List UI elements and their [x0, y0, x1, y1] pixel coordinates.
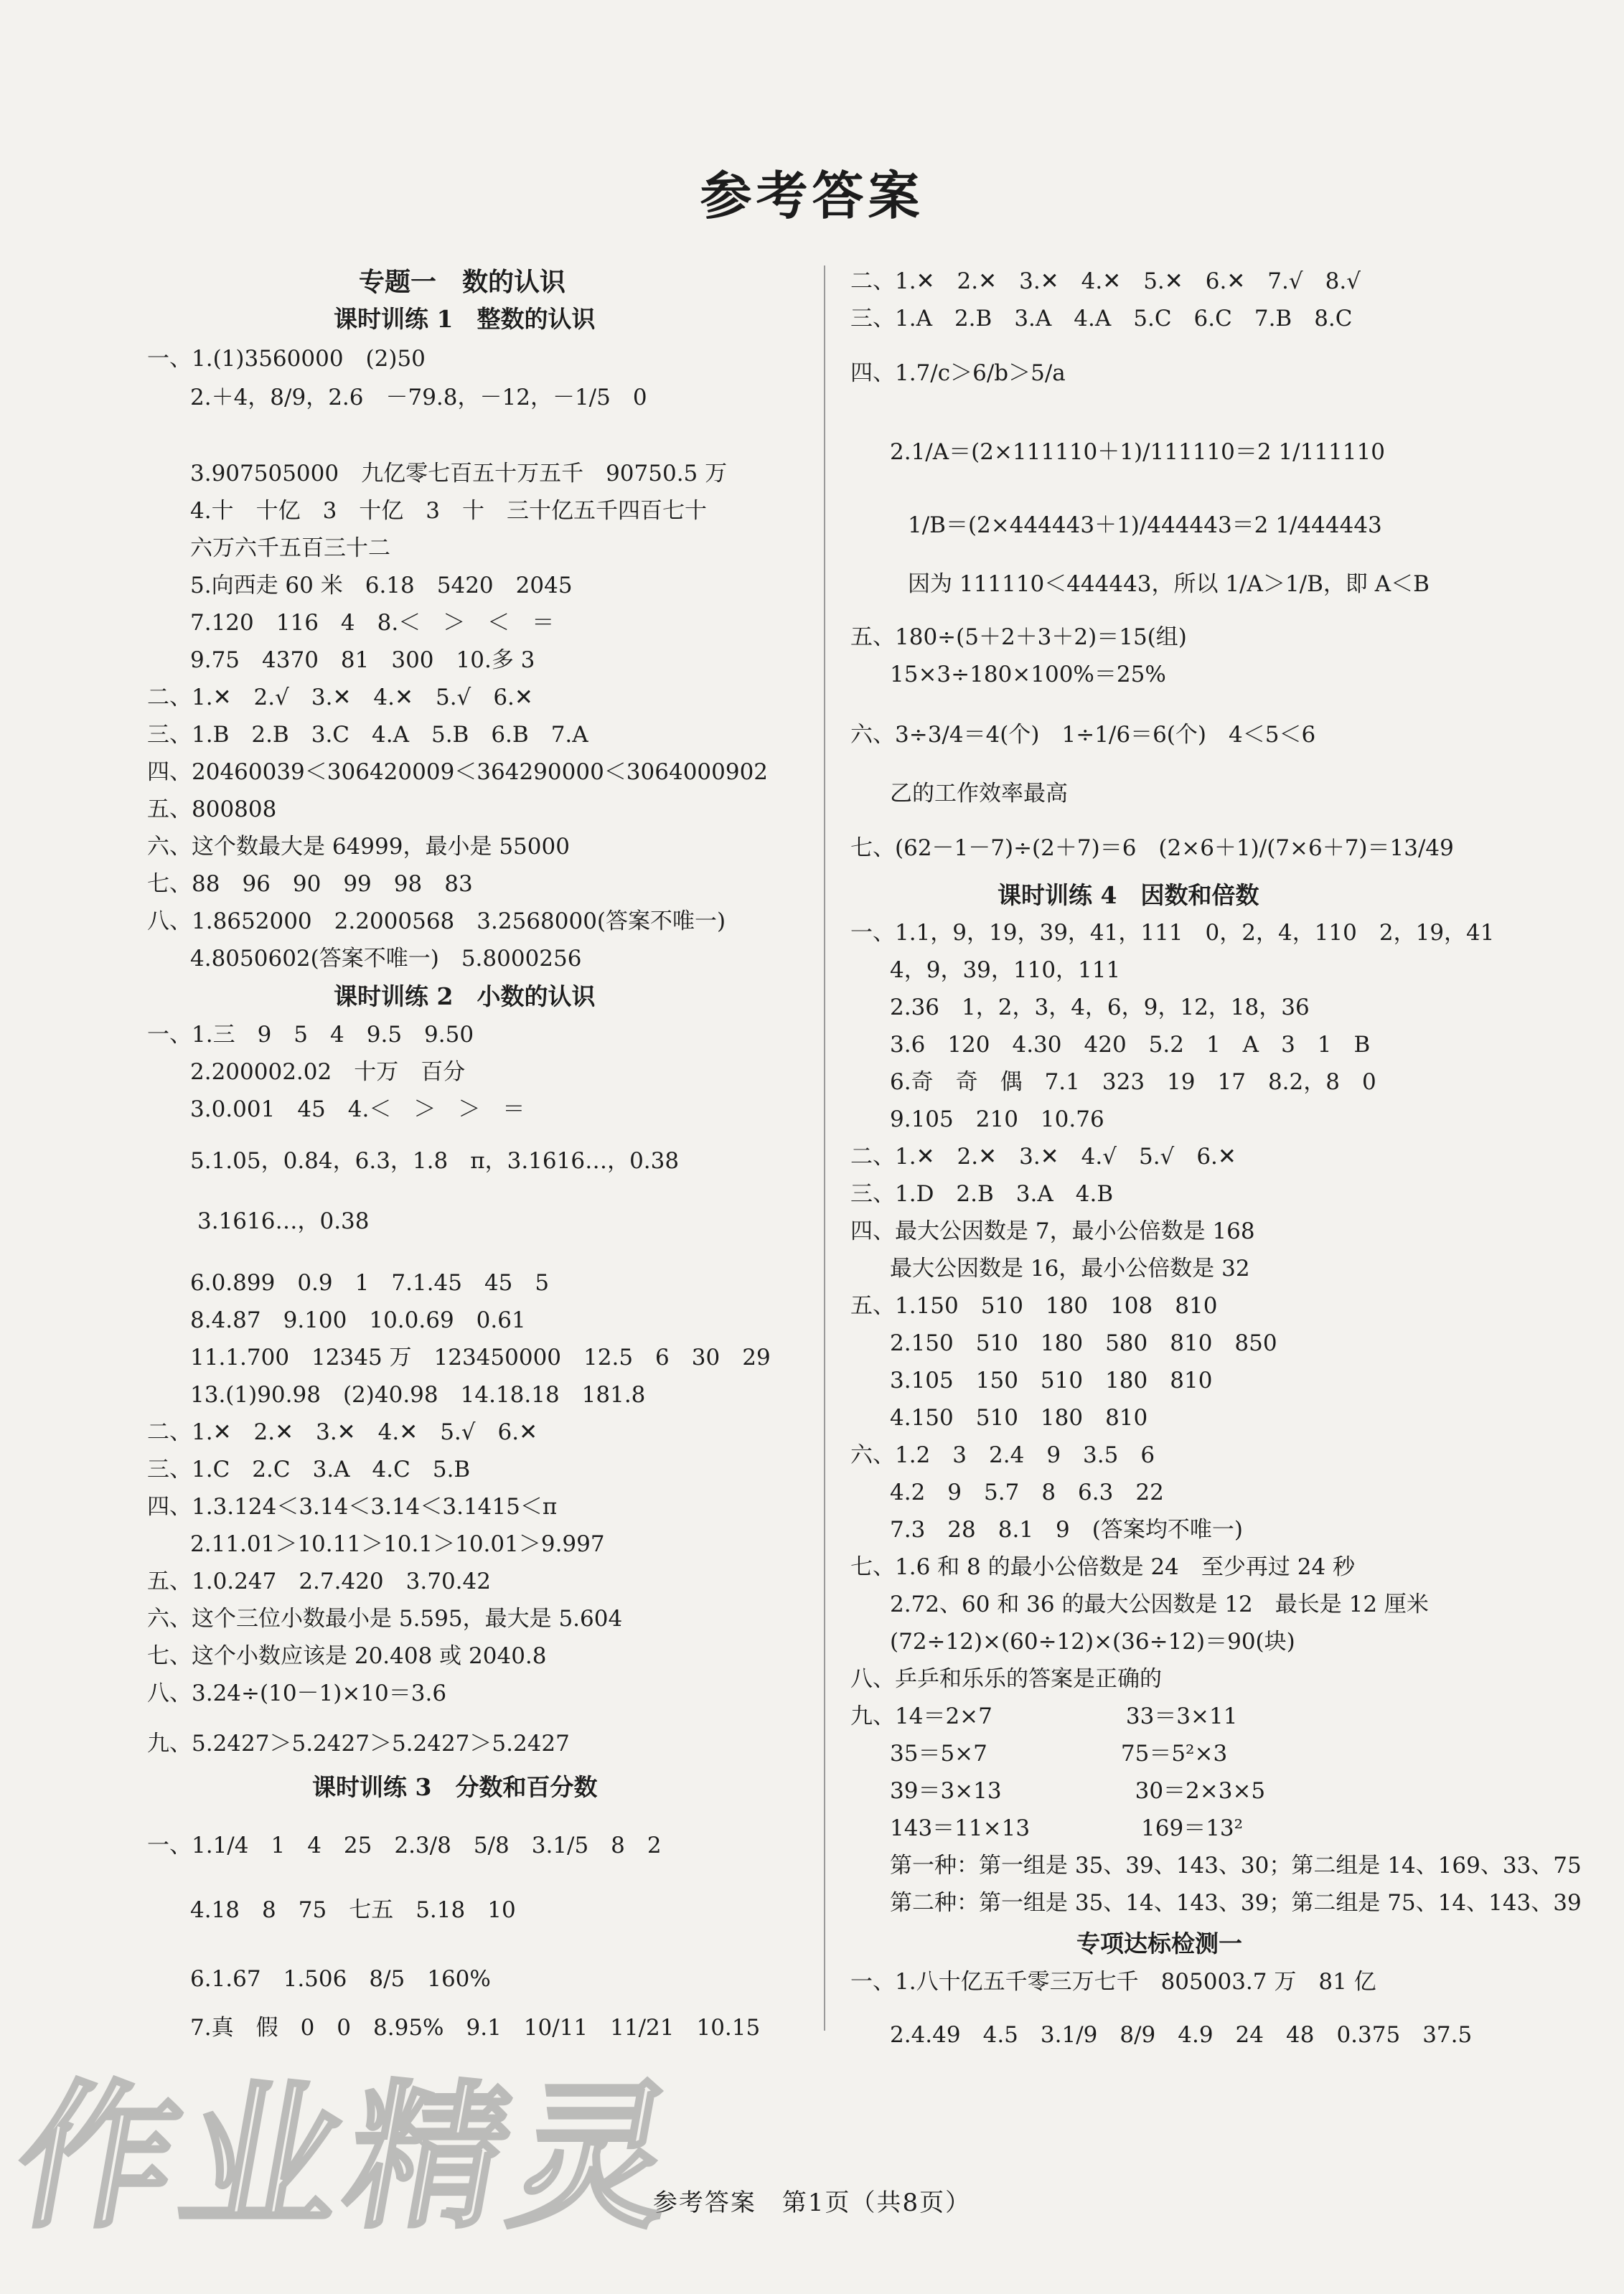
answer-line: 39＝3×13 30＝2×3×5 [890, 1778, 1266, 1804]
answer-line: 四、1.7/c＞6/b＞5/a [850, 360, 1066, 386]
answer-line: 4，9，39，110，111 [890, 957, 1121, 983]
answer-line: 二、1.✕ 2.√ 3.✕ 4.✕ 5.√ 6.✕ [147, 685, 533, 710]
answer-line: 6.1.67 1.506 8/5 160% [190, 1966, 491, 1992]
answer-line: 六万六千五百三十二 [190, 535, 390, 561]
answer-line: 7.真 假 0 0 8.95% 9.1 10/11 11/21 10.15 [190, 2015, 761, 2041]
answer-line: (72÷12)×(60÷12)×(36÷12)＝90(块) [890, 1629, 1295, 1655]
lesson-heading: 课时训练 4 因数和倍数 [998, 881, 1259, 909]
answer-line: 二、1.✕ 2.✕ 3.✕ 4.✕ 5.✕ 6.✕ 7.√ 8.√ [850, 268, 1361, 294]
answer-line: 143＝11×13 169＝13² [890, 1815, 1244, 1841]
answer-line: 2.11.01＞10.11＞10.1＞10.01＞9.997 [190, 1531, 605, 1557]
answer-line: 4.8050602(答案不唯一) 5.8000256 [190, 946, 582, 972]
answer-line: 11.1.700 12345 万 123450000 12.5 6 30 29 [190, 1345, 771, 1371]
answer-line: 8.4.87 9.100 10.0.69 0.61 [190, 1307, 526, 1333]
answer-line: 四、20460039＜306420009＜364290000＜3064000902 [147, 759, 769, 785]
answer-line: 第一种：第一组是 35、39、143、30；第二组是 14、169、33、75 [890, 1853, 1582, 1879]
answer-line: 八、1.8652000 2.2000568 3.2568000(答案不唯一) [147, 908, 726, 934]
answer-line: 5.1.05，0.84，6.3，1.8 π，3.1616…，0.38 [190, 1148, 680, 1174]
answer-line: 9.75 4370 81 300 10.多 3 [190, 647, 535, 673]
answer-line: 7.3 28 8.1 9 (答案均不唯一) [890, 1517, 1243, 1543]
answer-line: 4.十 十亿 3 十亿 3 十 三十亿五千四百七十 [190, 498, 708, 524]
answer-line: 2.150 510 180 580 810 850 [890, 1330, 1277, 1356]
answer-line: 六、这个数最大是 64999，最小是 55000 [147, 834, 570, 860]
answer-line: 第二种：第一组是 35、14、143、39；第二组是 75、14、143、39 [890, 1890, 1582, 1916]
answer-line: 35＝5×7 75＝5²×3 [890, 1741, 1228, 1767]
answer-line: 一、1.(1)3560000 (2)50 [147, 346, 426, 372]
answer-line: 3.0.001 45 4.＜ ＞ ＞ ＝ [190, 1096, 525, 1122]
answer-line: 五、1.150 510 180 108 810 [850, 1293, 1218, 1319]
answer-line: 三、1.D 2.B 3.A 4.B [850, 1181, 1114, 1207]
lesson-heading: 课时训练 3 分数和百分数 [312, 1773, 598, 1801]
answer-line: 乙的工作效率最高 [890, 781, 1068, 807]
answer-line: 二、1.✕ 2.✕ 3.✕ 4.✕ 5.√ 6.✕ [147, 1419, 538, 1445]
answer-line: 3.6 120 4.30 420 5.2 1 A 3 1 B [890, 1032, 1371, 1058]
answer-line: 五、1.0.247 2.7.420 3.70.42 [147, 1569, 491, 1594]
answer-line: 六、3÷3/4＝4(个) 1÷1/6＝6(个) 4＜5＜6 [850, 722, 1316, 748]
answer-line: 三、1.B 2.B 3.C 4.A 5.B 6.B 7.A [147, 722, 588, 748]
answer-line: 九、5.2427＞5.2427＞5.2427＞5.2427 [147, 1731, 570, 1757]
answer-line: 七、1.6 和 8 的最小公倍数是 24 至少再过 24 秒 [850, 1554, 1356, 1580]
answer-line: 4.18 8 75 七五 5.18 10 [190, 1897, 516, 1923]
column-divider [824, 265, 825, 2031]
answer-line: 五、800808 [147, 796, 277, 822]
answer-line: 1/B＝(2×444443＋1)/444443＝2 1/444443 [908, 512, 1382, 538]
answer-line: 3.105 150 510 180 810 [890, 1368, 1213, 1393]
answer-line: 七、88 96 90 99 98 83 [147, 871, 473, 897]
lesson-heading: 专项达标检测一 [1076, 1929, 1242, 1957]
answer-line: 6.0.899 0.9 1 7.1.45 45 5 [190, 1270, 550, 1296]
answer-line: 六、1.2 3 2.4 9 3.5 6 [850, 1442, 1155, 1468]
answer-line: 5.向西走 60 米 6.18 5420 2045 [190, 573, 573, 598]
section-heading: 专题一 数的认识 [359, 267, 566, 297]
answer-line: 3.1616…，0.38 [197, 1208, 370, 1234]
answer-line: 一、1.1/4 1 4 25 2.3/8 5/8 3.1/5 8 2 [147, 1833, 662, 1858]
lesson-heading: 课时训练 2 小数的认识 [334, 982, 596, 1010]
answer-line: 一、1.三 9 5 4 9.5 9.50 [147, 1022, 474, 1048]
lesson-heading: 课时训练 1 整数的认识 [334, 305, 596, 333]
answer-line: 八、乒乒和乐乐的答案是正确的 [850, 1666, 1162, 1692]
answer-line: 4.2 9 5.7 8 6.3 22 [890, 1480, 1164, 1505]
answer-line: 最大公因数是 16，最小公倍数是 32 [890, 1256, 1250, 1282]
answer-line: 7.120 116 4 8.＜ ＞ ＜ ＝ [190, 610, 555, 636]
answer-line: 2.1/A＝(2×111110＋1)/111110＝2 1/111110 [890, 439, 1385, 465]
answer-line: 七、(62－1－7)÷(2＋7)＝6 (2×6＋1)/(7×6＋7)＝13/49 [850, 835, 1454, 861]
answer-line: 四、1.3.124＜3.14＜3.14＜3.1415＜π [147, 1494, 558, 1520]
answer-line: 三、1.C 2.C 3.A 4.C 5.B [147, 1457, 471, 1482]
answer-line: 6.奇 奇 偶 7.1 323 19 17 8.2，8 0 [890, 1069, 1376, 1095]
answer-line: 二、1.✕ 2.✕ 3.✕ 4.√ 5.√ 6.✕ [850, 1144, 1236, 1170]
page-footer: 参考答案 第1页（共8页） [652, 2189, 972, 2217]
answer-line: 2.＋4，8/9，2.6 －79.8，－12，－1/5 0 [190, 385, 647, 410]
answer-line: 四、最大公因数是 7，最小公倍数是 168 [850, 1218, 1255, 1244]
answer-line: 13.(1)90.98 (2)40.98 14.18.18 181.8 [190, 1382, 646, 1408]
answer-line: 15×3÷180×100%＝25% [890, 662, 1166, 687]
answer-line: 2.72、60 和 36 的最大公因数是 12 最长是 12 厘米 [890, 1592, 1429, 1617]
answer-line: 3.907505000 九亿零七百五十万五千 90750.5 万 [190, 461, 728, 486]
answer-line: 八、3.24÷(10－1)×10＝3.6 [147, 1680, 447, 1706]
answer-line: 4.150 510 180 810 [890, 1405, 1148, 1431]
answer-line: 九、14＝2×7 33＝3×11 [850, 1703, 1238, 1729]
answer-line: 六、这个三位小数最小是 5.595，最大是 5.604 [147, 1606, 623, 1632]
answer-line: 2.4.49 4.5 3.1/9 8/9 4.9 24 48 0.375 37.5 [890, 2022, 1473, 2048]
answer-line: 2.36 1，2，3，4，6，9，12，18，36 [890, 995, 1310, 1020]
answer-line: 五、180÷(5＋2＋3＋2)＝15(组) [850, 624, 1187, 650]
answer-line: 一、1.八十亿五千零三万七千 805003.7 万 81 亿 [850, 1969, 1376, 1995]
answer-line: 2.200002.02 十万 百分 [190, 1059, 466, 1085]
answer-line: 七、这个小数应该是 20.408 或 2040.8 [147, 1643, 547, 1669]
answer-line: 三、1.A 2.B 3.A 4.A 5.C 6.C 7.B 8.C [850, 306, 1353, 332]
watermark: 作业精灵 [3, 2066, 696, 2250]
answer-line: 因为 111110＜444443，所以 1/A＞1/B，即 A＜B [908, 571, 1430, 597]
answer-line: 一、1.1，9，19，39，41，111 0，2，4，110 2，19，41 [850, 920, 1495, 946]
answer-line: 9.105 210 10.76 [890, 1106, 1104, 1132]
page-title: 参考答案 [700, 165, 924, 226]
